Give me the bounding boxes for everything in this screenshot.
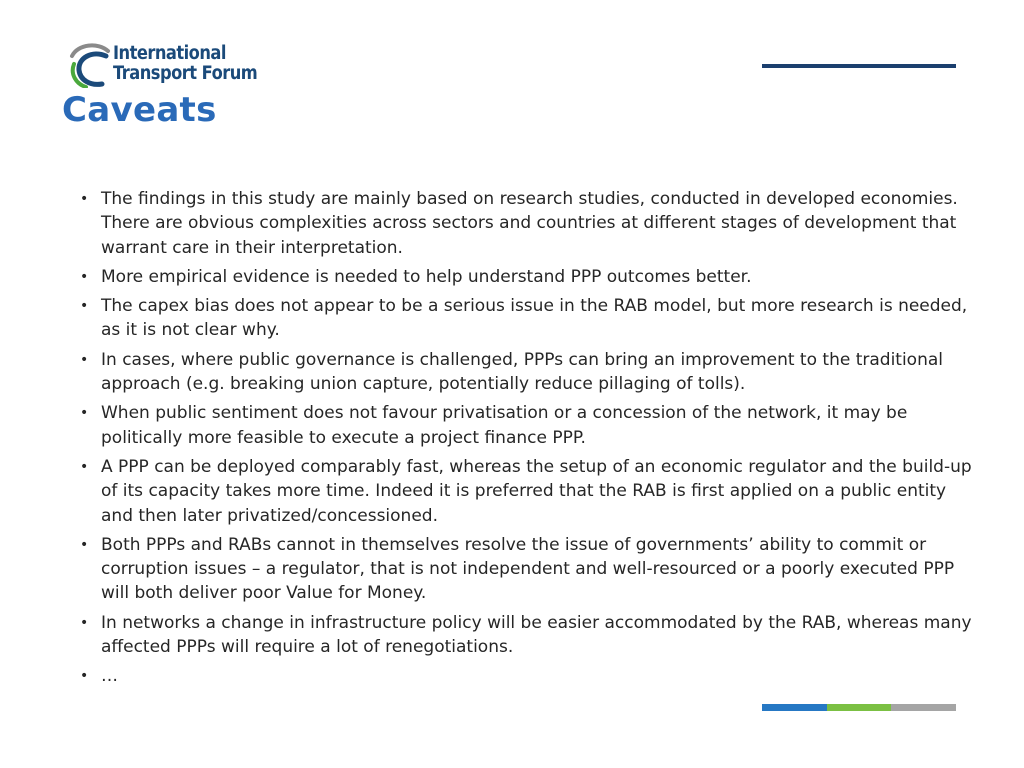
itf-logo-mark-icon bbox=[68, 42, 112, 88]
bullet-dot: • bbox=[80, 668, 89, 685]
bullet-dot: • bbox=[80, 351, 89, 368]
bullet-dot: • bbox=[80, 536, 89, 553]
bullet-item bbox=[80, 533, 980, 606]
bullet-item bbox=[80, 611, 980, 660]
bullet-text: The capex bias does not appear to be a serious issue in the RAB model, but more research is needed, as it is not clear why. bbox=[101, 296, 968, 341]
bullet-item bbox=[80, 664, 980, 688]
bullet-list bbox=[80, 187, 980, 694]
bullet-item bbox=[80, 401, 980, 450]
footer-bar-green bbox=[827, 704, 891, 711]
header-rule bbox=[762, 64, 956, 68]
bullet-item bbox=[80, 265, 980, 289]
logo-wordmark bbox=[113, 44, 257, 84]
bullet-text: … bbox=[101, 666, 118, 687]
bullet-text: A PPP can be deployed comparably fast, whereas the setup of an economic regulator and the build-up of its capacity takes more time. Indeed it is preferred that the RAB is first applied on a public entity and then later privatized/concessioned. bbox=[101, 456, 972, 526]
bullet-item bbox=[80, 348, 980, 397]
bullet-dot: • bbox=[80, 298, 89, 315]
logo-line-transport-forum: Transport Forum bbox=[113, 63, 258, 84]
bullet-text: In networks a change in infrastructure policy will be easier accommodated by the RAB, whereas many affected PPPs will require a lot of renegotiations. bbox=[101, 612, 972, 658]
bullet-dot: • bbox=[80, 191, 89, 207]
bullet-dot: • bbox=[80, 614, 89, 631]
slide-title: Caveats bbox=[62, 90, 217, 130]
bullet-item bbox=[80, 455, 980, 528]
bullet-item bbox=[80, 187, 980, 260]
bullet-text: The findings in this study are mainly based on research studies, conducted in developed economies. There are obvious complexities across sectors and countries at different stages of development that warrant care in their interpretation. bbox=[101, 189, 958, 258]
bullet-dot: • bbox=[80, 458, 89, 475]
bullet-dot: • bbox=[80, 268, 89, 285]
bullet-text: In cases, where public governance is challenged, PPPs can bring an improvement to the traditional approach (e.g. breaking union capture, potentially reduce pillaging of tolls). bbox=[101, 349, 943, 395]
itf-logo bbox=[68, 42, 268, 88]
logo-line-international: International bbox=[113, 43, 226, 64]
bullet-item bbox=[80, 294, 980, 343]
bullet-text: Both PPPs and RABs cannot in themselves resolve the issue of governments’ ability to commit or corruption issues – a regulator, that is not independent and well-resourced or a poorly executed PPP will both deliver poor Value for Money. bbox=[101, 534, 955, 604]
bullet-text: More empirical evidence is needed to help understand PPP outcomes better. bbox=[101, 266, 752, 287]
bullet-text: When public sentiment does not favour privatisation or a concession of the network, it may be politically more feasible to execute a project finance PPP. bbox=[101, 403, 908, 448]
bullet-dot: • bbox=[80, 405, 89, 422]
footer-bar-grey bbox=[891, 704, 956, 711]
footer-bar-blue bbox=[762, 704, 827, 711]
